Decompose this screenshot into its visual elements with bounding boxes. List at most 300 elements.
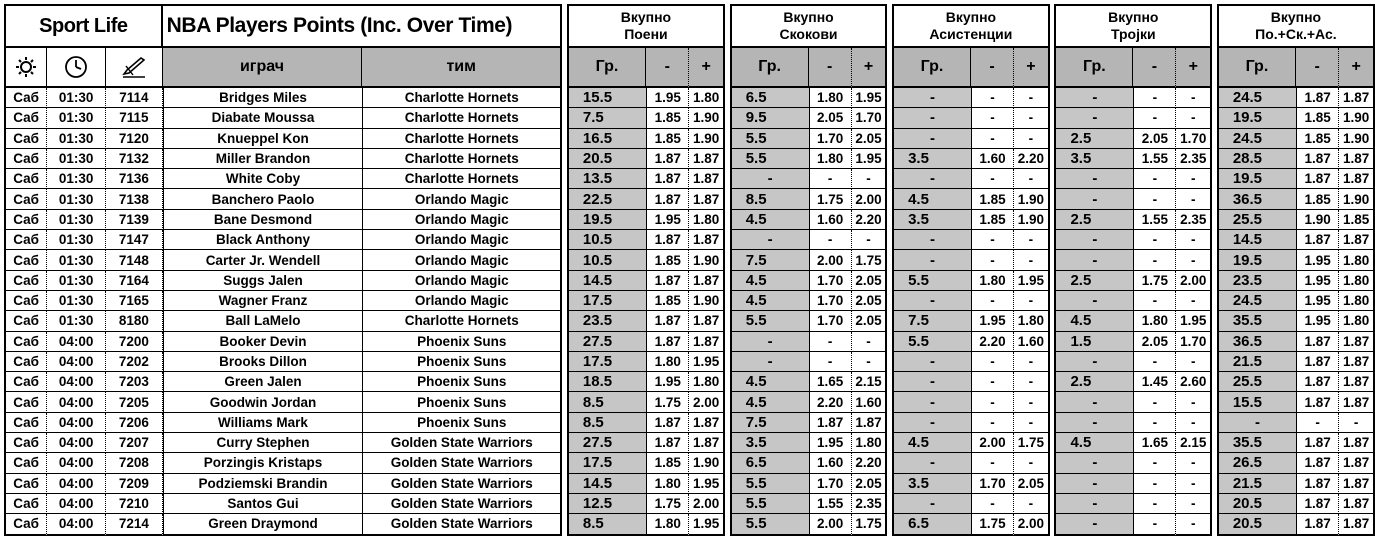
team-name: Charlotte Hornets [362,108,562,128]
rebounds-line: 9.5 [730,108,809,128]
assists-under-odds: 1.75 [971,514,1014,535]
pra-line: 24.5 [1217,129,1296,149]
pra-under-odds: 1.87 [1296,332,1339,352]
player-name: Porzingis Kristaps [163,453,363,473]
rebounds-under-odds: 2.00 [809,514,852,535]
assists-over-odds: 1.75 [1014,433,1050,453]
assists-under-odds: 1.85 [971,210,1014,230]
threes-line: - [1054,474,1133,494]
rebounds-over-odds: 2.05 [852,271,888,291]
code-cell: 7164 [106,271,163,291]
points-line: 17.5 [567,352,646,372]
points-under-odds: 1.95 [646,88,689,108]
code-cell: 7138 [106,189,163,209]
pra-line: - [1217,413,1296,433]
code-cell: 7203 [106,372,163,392]
table-row [4,392,1375,412]
assists-line: 3.5 [892,210,971,230]
threes-over-odds: 2.60 [1176,372,1212,392]
assists-line: - [892,169,971,189]
minus-header: - [1133,48,1176,88]
table-row [4,474,1375,494]
points-under-odds: 1.95 [646,210,689,230]
points-line: 8.5 [567,514,646,535]
threes-line: - [1054,189,1133,209]
line-header: Гр. [567,48,646,88]
day-cell: Саб [4,291,47,311]
assists-over-odds: - [1014,352,1050,372]
team-name: Golden State Warriors [362,453,562,473]
pra-under-odds: 1.87 [1296,453,1339,473]
pra-under-odds: 1.95 [1296,250,1339,270]
rebounds-line: 7.5 [730,250,809,270]
threes-line: 3.5 [1054,149,1133,169]
day-cell: Саб [4,311,47,331]
rebounds-over-odds: 2.00 [852,189,888,209]
code-cell: 7209 [106,474,163,494]
points-over-odds: 2.00 [689,392,725,412]
assists-under-odds: 1.80 [971,271,1014,291]
assists-over-odds: 1.90 [1014,189,1050,209]
points-line: 19.5 [567,210,646,230]
rebounds-under-odds: 1.60 [809,453,852,473]
points-over-odds: 1.87 [689,149,725,169]
plus-header: + [689,48,725,88]
threes-under-odds: - [1133,453,1176,473]
pra-over-odds: 1.90 [1339,108,1375,128]
assists-under-odds: - [971,392,1014,412]
code-cell: 8180 [106,311,163,331]
day-cell: Саб [4,210,47,230]
threes-line: - [1054,108,1133,128]
points-over-odds: 1.90 [689,108,725,128]
player-name: Williams Mark [163,413,363,433]
threes-over-odds: - [1176,189,1212,209]
threes-over-odds: 2.35 [1176,210,1212,230]
points-over-odds: 1.90 [689,129,725,149]
player-name: Carter Jr. Wendell [163,250,363,270]
threes-over-odds: - [1176,230,1212,250]
pra-line: 24.5 [1217,88,1296,108]
threes-line: - [1054,392,1133,412]
threes-under-odds: - [1133,250,1176,270]
time-cell: 01:30 [47,230,106,250]
code-cell: 7147 [106,230,163,250]
pra-over-odds: 1.87 [1339,352,1375,372]
points-line: 22.5 [567,189,646,209]
pra-over-odds: - [1339,413,1375,433]
points-over-odds: 1.95 [689,352,725,372]
player-name: Black Anthony [163,230,363,250]
line-header: Гр. [730,48,809,88]
points-line: 27.5 [567,433,646,453]
points-under-odds: 1.87 [646,311,689,331]
rebounds-line: 5.5 [730,514,809,535]
code-cell: 7200 [106,332,163,352]
rebounds-line: 5.5 [730,149,809,169]
assists-line: 3.5 [892,474,971,494]
assists-over-odds: 2.20 [1014,149,1050,169]
time-cell: 04:00 [47,514,106,535]
threes-over-odds: 1.70 [1176,332,1212,352]
threes-under-odds: 1.45 [1133,372,1176,392]
table-row [4,453,1375,473]
points-over-odds: 1.80 [689,88,725,108]
rebounds-over-odds: 1.70 [852,108,888,128]
assists-under-odds: - [971,372,1014,392]
table-row [4,88,1375,108]
threes-under-odds: - [1133,392,1176,412]
threes-under-odds: 1.65 [1133,433,1176,453]
pra-line: 35.5 [1217,311,1296,331]
table-row [4,108,1375,128]
rebounds-line: 6.5 [730,88,809,108]
time-cell: 01:30 [47,291,106,311]
points-under-odds: 1.85 [646,453,689,473]
day-cell: Саб [4,271,47,291]
assists-over-odds: - [1014,108,1050,128]
pra-line: 20.5 [1217,494,1296,514]
assists-under-odds: 1.70 [971,474,1014,494]
threes-over-odds: - [1176,514,1212,535]
assists-under-odds: 2.00 [971,433,1014,453]
pra-over-odds: 1.90 [1339,189,1375,209]
pra-under-odds: 1.85 [1296,108,1339,128]
points-line: 14.5 [567,474,646,494]
pra-line: 25.5 [1217,210,1296,230]
rebounds-line: 5.5 [730,129,809,149]
points-line: 15.5 [567,88,646,108]
sun-icon [4,48,47,88]
points-line: 8.5 [567,392,646,412]
rebounds-over-odds: 2.05 [852,129,888,149]
group-header-rebounds: Вкупно Скокови [730,4,888,48]
plus-header: + [1339,48,1375,88]
threes-line: 2.5 [1054,271,1133,291]
team-name: Charlotte Hornets [362,169,562,189]
team-name: Phoenix Suns [362,392,562,412]
points-over-odds: 1.87 [689,169,725,189]
rebounds-under-odds: - [809,169,852,189]
day-cell: Саб [4,514,47,535]
threes-over-odds: 1.95 [1176,311,1212,331]
threes-over-odds: - [1176,413,1212,433]
pra-under-odds: 1.87 [1296,392,1339,412]
player-name: Curry Stephen [163,433,363,453]
rebounds-under-odds: - [809,230,852,250]
pra-over-odds: 1.87 [1339,230,1375,250]
points-under-odds: 1.87 [646,230,689,250]
rebounds-under-odds: 1.75 [809,189,852,209]
rebounds-under-odds: - [809,332,852,352]
day-cell: Саб [4,453,47,473]
pra-under-odds: - [1296,413,1339,433]
threes-under-odds: 2.05 [1133,129,1176,149]
rebounds-line: 4.5 [730,392,809,412]
pra-over-odds: 1.80 [1339,250,1375,270]
threes-under-odds: - [1133,291,1176,311]
code-cell: 7115 [106,108,163,128]
time-cell: 01:30 [47,129,106,149]
assists-over-odds: 1.95 [1014,271,1050,291]
assists-line: - [892,88,971,108]
rebounds-line: 6.5 [730,453,809,473]
threes-under-odds: - [1133,108,1176,128]
points-under-odds: 1.85 [646,129,689,149]
threes-line: 2.5 [1054,372,1133,392]
assists-under-odds: - [971,108,1014,128]
time-cell: 04:00 [47,433,106,453]
threes-line: 2.5 [1054,210,1133,230]
minus-header: - [1296,48,1339,88]
player-column-header: играч [163,48,363,88]
rebounds-line: 3.5 [730,433,809,453]
brand-logo: Sport Life [4,4,163,48]
pra-over-odds: 1.87 [1339,169,1375,189]
points-line: 18.5 [567,372,646,392]
pra-over-odds: 1.87 [1339,88,1375,108]
player-name: Diabate Moussa [163,108,363,128]
pra-line: 35.5 [1217,433,1296,453]
pra-under-odds: 1.87 [1296,474,1339,494]
rebounds-line: 4.5 [730,372,809,392]
threes-over-odds: - [1176,291,1212,311]
threes-line: - [1054,88,1133,108]
assists-under-odds: - [971,352,1014,372]
rebounds-over-odds: 1.95 [852,88,888,108]
code-cell: 7214 [106,514,163,535]
rebounds-line: 5.5 [730,311,809,331]
table-row [4,230,1375,250]
assists-over-odds: 2.00 [1014,514,1050,535]
threes-under-odds: - [1133,413,1176,433]
pra-line: 36.5 [1217,332,1296,352]
plus-header: + [1014,48,1050,88]
line-header: Гр. [1217,48,1296,88]
rebounds-over-odds: - [852,352,888,372]
assists-under-odds: 2.20 [971,332,1014,352]
assists-over-odds: - [1014,413,1050,433]
team-name: Phoenix Suns [362,352,562,372]
team-name: Golden State Warriors [362,514,562,535]
pra-line: 21.5 [1217,474,1296,494]
pra-over-odds: 1.87 [1339,494,1375,514]
points-over-odds: 1.87 [689,189,725,209]
code-cell: 7136 [106,169,163,189]
assists-line: - [892,392,971,412]
time-cell: 04:00 [47,453,106,473]
pra-under-odds: 1.87 [1296,372,1339,392]
team-name: Orlando Magic [362,271,562,291]
assists-line: 3.5 [892,149,971,169]
rebounds-over-odds: 2.05 [852,474,888,494]
team-column-header: тим [362,48,562,88]
threes-under-odds: 1.55 [1133,210,1176,230]
day-cell: Саб [4,230,47,250]
day-cell: Саб [4,413,47,433]
team-name: Charlotte Hornets [362,88,562,108]
points-over-odds: 1.90 [689,453,725,473]
code-cell: 7139 [106,210,163,230]
points-line: 20.5 [567,149,646,169]
code-cell: 7202 [106,352,163,372]
plus-header: + [852,48,888,88]
points-over-odds: 1.80 [689,210,725,230]
pra-over-odds: 1.87 [1339,332,1375,352]
rebounds-over-odds: 2.20 [852,210,888,230]
time-cell: 01:30 [47,271,106,291]
pra-over-odds: 1.85 [1339,210,1375,230]
assists-over-odds: - [1014,250,1050,270]
rebounds-under-odds: 1.55 [809,494,852,514]
day-cell: Саб [4,88,47,108]
team-name: Golden State Warriors [362,494,562,514]
team-name: Phoenix Suns [362,332,562,352]
threes-line: - [1054,291,1133,311]
points-under-odds: 1.87 [646,169,689,189]
threes-over-odds: - [1176,453,1212,473]
day-cell: Саб [4,433,47,453]
assists-under-odds: - [971,494,1014,514]
time-cell: 01:30 [47,311,106,331]
rebounds-line: - [730,352,809,372]
threes-over-odds: - [1176,352,1212,372]
team-name: Charlotte Hornets [362,311,562,331]
threes-under-odds: - [1133,474,1176,494]
points-line: 27.5 [567,332,646,352]
assists-over-odds: - [1014,230,1050,250]
points-under-odds: 1.87 [646,271,689,291]
points-line: 23.5 [567,311,646,331]
day-cell: Саб [4,392,47,412]
threes-line: - [1054,514,1133,535]
threes-under-odds: 2.05 [1133,332,1176,352]
assists-line: - [892,108,971,128]
rebounds-under-odds: 2.20 [809,392,852,412]
assists-over-odds: 2.05 [1014,474,1050,494]
assists-under-odds: - [971,413,1014,433]
threes-line: 4.5 [1054,433,1133,453]
code-cell: 7120 [106,129,163,149]
threes-line: - [1054,230,1133,250]
assists-under-odds: 1.85 [971,189,1014,209]
rebounds-line: 5.5 [730,494,809,514]
odds-sheet [4,4,1375,536]
assists-line: 6.5 [892,514,971,535]
pra-line: 20.5 [1217,514,1296,535]
team-name: Orlando Magic [362,230,562,250]
player-name: Podziemski Brandin [163,474,363,494]
time-cell: 04:00 [47,332,106,352]
threes-over-odds: - [1176,169,1212,189]
assists-under-odds: 1.60 [971,149,1014,169]
assists-line: - [892,291,971,311]
threes-over-odds: - [1176,392,1212,412]
time-cell: 01:30 [47,169,106,189]
rebounds-under-odds: - [809,352,852,372]
assists-over-odds: 1.80 [1014,311,1050,331]
rebounds-over-odds: 2.05 [852,291,888,311]
odds-table-body [4,88,1375,536]
rebounds-under-odds: 1.95 [809,433,852,453]
rebounds-under-odds: 1.70 [809,129,852,149]
table-row [4,433,1375,453]
pra-under-odds: 1.87 [1296,514,1339,535]
threes-under-odds: - [1133,352,1176,372]
rebounds-over-odds: 1.75 [852,514,888,535]
pra-under-odds: 1.87 [1296,352,1339,372]
pra-over-odds: 1.87 [1339,392,1375,412]
pra-over-odds: 1.87 [1339,474,1375,494]
pra-line: 24.5 [1217,291,1296,311]
rebounds-line: 4.5 [730,291,809,311]
pra-under-odds: 1.87 [1296,494,1339,514]
rebounds-line: - [730,332,809,352]
player-name: Miller Brandon [163,149,363,169]
threes-under-odds: - [1133,189,1176,209]
minus-header: - [971,48,1014,88]
pra-under-odds: 1.87 [1296,433,1339,453]
threes-under-odds: - [1133,514,1176,535]
minus-header: - [809,48,852,88]
assists-over-odds: - [1014,129,1050,149]
threes-over-odds: 2.35 [1176,149,1212,169]
table-row [4,291,1375,311]
points-under-odds: 1.80 [646,474,689,494]
points-under-odds: 1.75 [646,392,689,412]
points-line: 7.5 [567,108,646,128]
threes-over-odds: - [1176,88,1212,108]
points-line: 17.5 [567,291,646,311]
assists-over-odds: - [1014,392,1050,412]
time-cell: 01:30 [47,250,106,270]
points-over-odds: 1.87 [689,230,725,250]
day-cell: Саб [4,474,47,494]
assists-under-odds: - [971,169,1014,189]
rebounds-under-odds: 2.05 [809,108,852,128]
pra-line: 23.5 [1217,271,1296,291]
rebounds-line: - [730,230,809,250]
assists-over-odds: - [1014,291,1050,311]
code-cell: 7205 [106,392,163,412]
pra-line: 25.5 [1217,372,1296,392]
pra-line: 21.5 [1217,352,1296,372]
points-under-odds: 1.87 [646,332,689,352]
points-under-odds: 1.80 [646,352,689,372]
points-under-odds: 1.80 [646,514,689,535]
assists-under-odds: - [971,88,1014,108]
rebounds-line: 4.5 [730,271,809,291]
player-name: Brooks Dillon [163,352,363,372]
assists-over-odds: 1.90 [1014,210,1050,230]
pra-under-odds: 1.90 [1296,210,1339,230]
pra-over-odds: 1.87 [1339,433,1375,453]
rebounds-under-odds: 1.80 [809,88,852,108]
code-cell: 7132 [106,149,163,169]
pra-over-odds: 1.80 [1339,311,1375,331]
table-row [4,169,1375,189]
points-over-odds: 1.90 [689,291,725,311]
rebounds-over-odds: 2.35 [852,494,888,514]
rebounds-line: 7.5 [730,413,809,433]
assists-under-odds: - [971,129,1014,149]
group-header-points: Вкупно Поени [567,4,725,48]
rebounds-line: - [730,169,809,189]
pra-under-odds: 1.85 [1296,189,1339,209]
assists-under-odds: - [971,250,1014,270]
team-name: Orlando Magic [362,250,562,270]
points-under-odds: 1.85 [646,250,689,270]
